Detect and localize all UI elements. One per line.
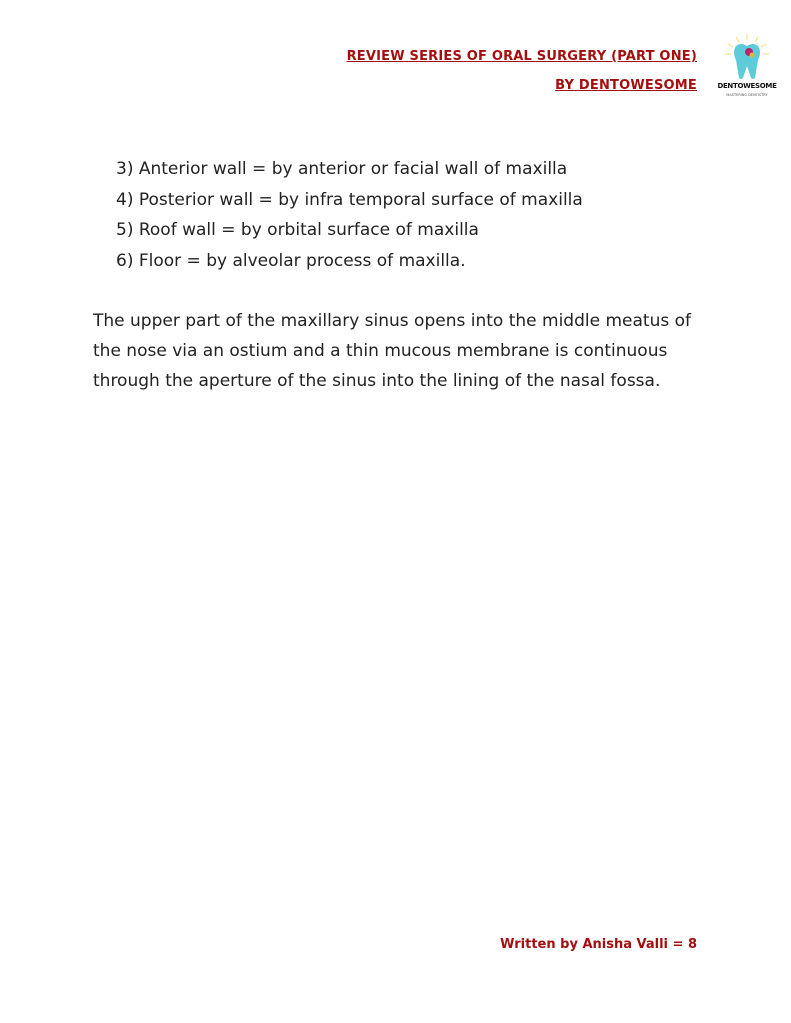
logo-tagline: MASTERING DENTISTRY: [726, 93, 768, 97]
tooth-logo-icon: [716, 32, 778, 82]
dentowesome-logo: [716, 32, 778, 102]
sinus-walls-list: [116, 154, 583, 276]
body-paragraph: The upper part of the maxillary sinus opens into the middle meatus of the nose via an ostium and a thin mucous membrane is continuous through the aperture of the sinus into the lining of the nasal fossa.: [93, 311, 691, 391]
document-header-title: REVIEW SERIES OF ORAL SURGERY (PART ONE): [346, 49, 697, 64]
list-item: 4) Posterior wall = by infra temporal surface of maxilla: [116, 189, 583, 210]
logo-text: DENTOWESOME: [717, 82, 777, 90]
list-item: 6) Floor = by alveolar process of maxilla.: [116, 250, 466, 271]
page-footer: Written by Anisha Valli = 8: [500, 937, 697, 952]
list-item: 3) Anterior wall = by anterior or facial wall of maxilla: [116, 159, 568, 179]
list-item: 5) Roof wall = by orbital surface of maxilla: [116, 220, 479, 240]
document-header-subtitle: BY DENTOWESOME: [555, 78, 697, 93]
